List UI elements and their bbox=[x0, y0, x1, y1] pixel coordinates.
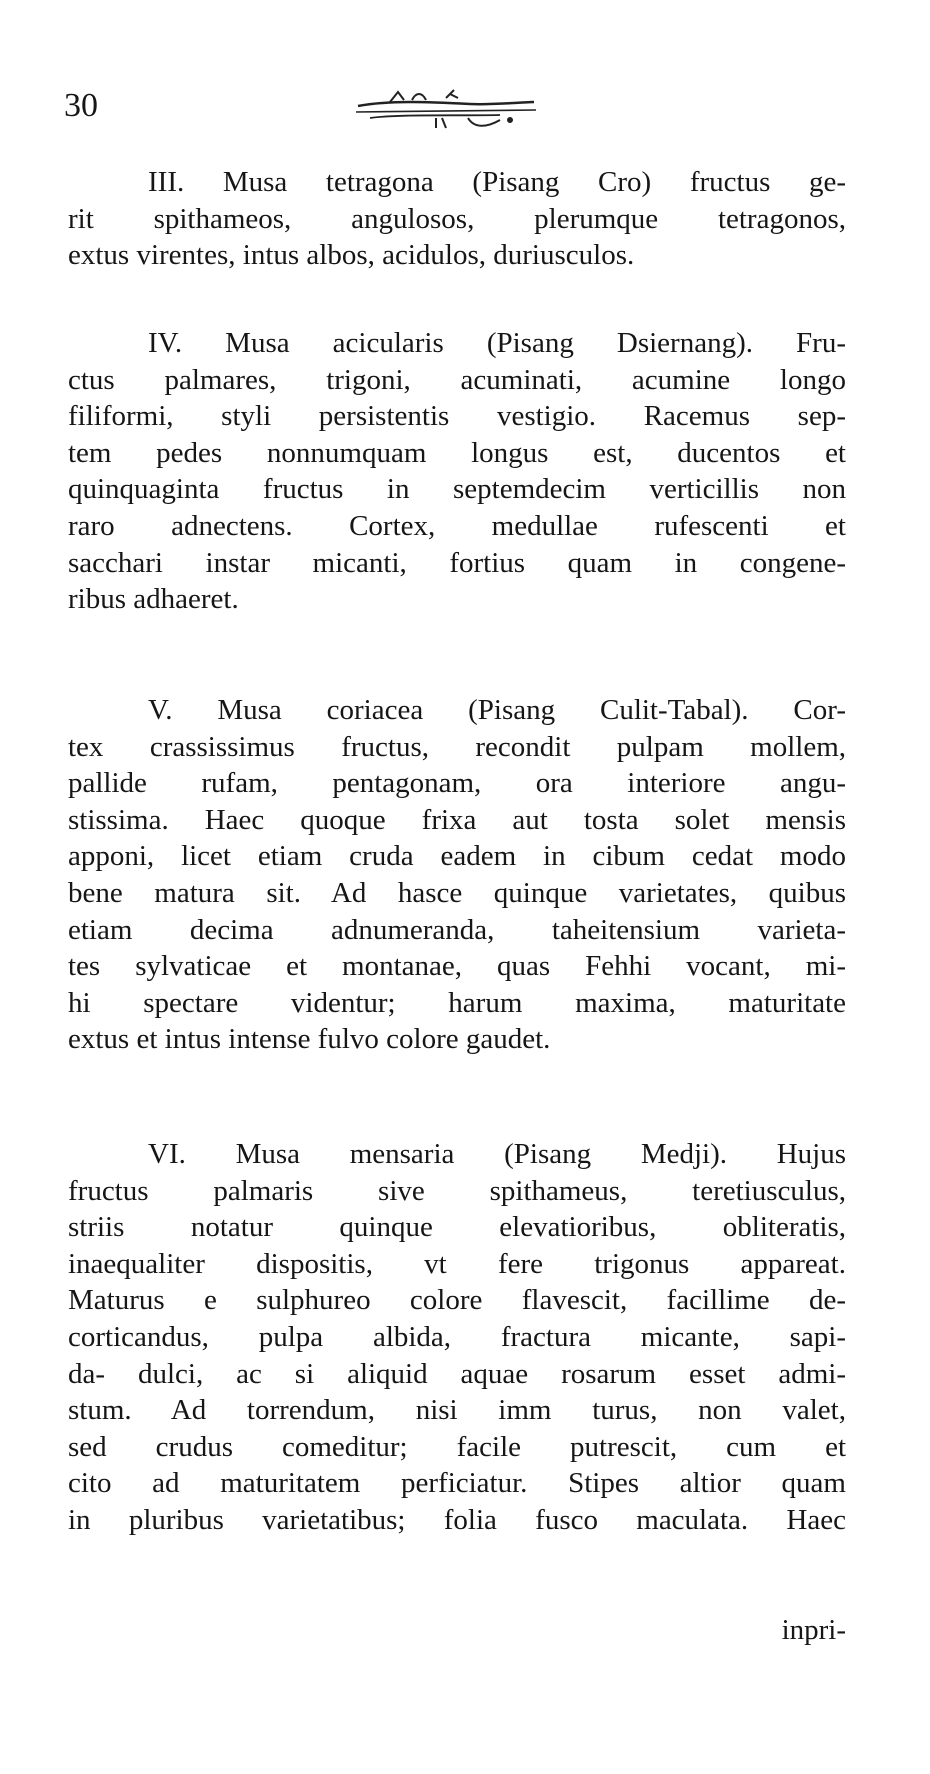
paragraph-III bbox=[68, 164, 846, 274]
text-line: stum. Ad torrendum, nisi imm turus, non valet, bbox=[68, 1394, 846, 1427]
text-line: apponi, licet etiam cruda eadem in cibum cedat modo bbox=[68, 840, 846, 873]
text-line: tem pedes nonnumquam longus est, ducentos et bbox=[68, 436, 846, 469]
text-line: pallide rufam, pentagonam, ora interiore angu- bbox=[68, 767, 846, 800]
text-line: sed crudus comeditur; facile putrescit, cum et bbox=[68, 1430, 846, 1463]
text-line: striis notatur quinque elevatioribus, obliteratis, bbox=[68, 1211, 846, 1244]
text-line: da- dulci, ac si aliquid aquae rosarum esset admi- bbox=[68, 1357, 846, 1390]
text-line: fructus palmaris sive spithameus, teretiusculus, bbox=[68, 1174, 846, 1207]
text-line: etiam decima adnumeranda, taheitensium varieta- bbox=[68, 913, 846, 946]
text-line: III. Musa tetragona (Pisang Cro) fructus ge- bbox=[148, 166, 846, 198]
text-line: sacchari instar micanti, fortius quam in congene- bbox=[68, 546, 846, 579]
text-line: tes sylvaticae et montanae, quas Fehhi vocant, mi- bbox=[68, 950, 846, 983]
text-line: extus virentes, intus albos, acidulos, duriusculos. bbox=[68, 239, 635, 272]
text-line: corticandus, pulpa albida, fractura micante, sapi- bbox=[68, 1320, 846, 1353]
text-line: tex crassissimus fructus, recondit pulpam mollem, bbox=[68, 730, 846, 763]
text-line: bene matura sit. Ad hasce quinque varietates, quibus bbox=[68, 876, 846, 909]
text-line: ribus adhaeret. bbox=[68, 583, 239, 616]
text-line: cito ad maturitatem perficiatur. Stipes altior quam bbox=[68, 1467, 846, 1500]
paragraph-VI bbox=[68, 1136, 846, 1539]
text-line: quinquaginta fructus in septemdecim verticillis non bbox=[68, 473, 846, 506]
catchword: inpri- bbox=[781, 1614, 846, 1646]
decorative-ornament-icon bbox=[350, 84, 540, 134]
text-line: Maturus e sulphureo colore flavescit, facillime de- bbox=[68, 1284, 846, 1317]
text-line: inaequaliter dispositis, vt fere trigonus appareat. bbox=[68, 1247, 846, 1280]
text-line: stissima. Haec quoque frixa aut tosta solet mensis bbox=[68, 803, 846, 836]
text-line: V. Musa coriacea (Pisang Culit-Tabal). Cor- bbox=[148, 694, 846, 726]
text-line: VI. Musa mensaria (Pisang Medji). Hujus bbox=[148, 1138, 846, 1170]
text-line: ctus palmares, trigoni, acuminati, acumine longo bbox=[68, 363, 846, 396]
text-line: raro adnectens. Cortex, medullae rufescenti et bbox=[68, 509, 846, 542]
text-line: IV. Musa acicularis (Pisang Dsiernang). Fru- bbox=[148, 327, 846, 359]
text-line: extus et intus intense fulvo colore gaudet. bbox=[68, 1023, 551, 1056]
text-line: in pluribus varietatibus; folia fusco maculata. Haec bbox=[68, 1503, 846, 1536]
paragraph-IV bbox=[68, 325, 846, 618]
text-line: rit spithameos, angulosos, plerumque tetragonos, bbox=[68, 202, 846, 235]
page-number: 30 bbox=[64, 87, 98, 124]
paragraph-V bbox=[68, 692, 846, 1058]
text-line: hi spectare videntur; harum maxima, maturitate bbox=[68, 986, 846, 1019]
text-line: filiformi, styli persistentis vestigio. Racemus sep- bbox=[68, 400, 846, 433]
